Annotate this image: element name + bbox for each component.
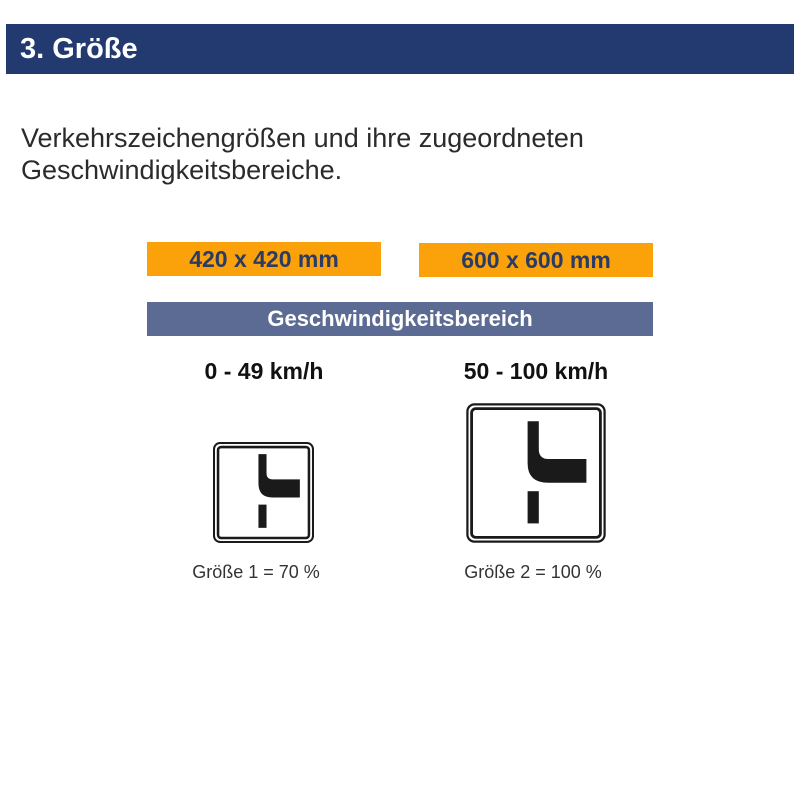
sign-caption-2: Größe 2 = 100 % bbox=[464, 562, 602, 582]
road-junction-sign-icon bbox=[466, 403, 606, 543]
speed-range-1: 0 - 49 km/h bbox=[204, 358, 324, 384]
intro-text: Verkehrszeichengrößen und ihre zugeordneten Geschwindigkeitsbereiche. bbox=[21, 123, 584, 185]
road-junction-sign-icon bbox=[213, 442, 314, 543]
size-label-1: 420 x 420 mm bbox=[147, 242, 381, 276]
section-title: 3. Größe bbox=[20, 33, 138, 65]
header-bar bbox=[6, 24, 794, 74]
sign-caption-1: Größe 1 = 70 % bbox=[192, 562, 320, 582]
speed-range-2: 50 - 100 km/h bbox=[463, 358, 609, 384]
size-label-2: 600 x 600 mm bbox=[419, 243, 653, 277]
speed-range-header: Geschwindigkeitsbereich bbox=[147, 302, 653, 336]
